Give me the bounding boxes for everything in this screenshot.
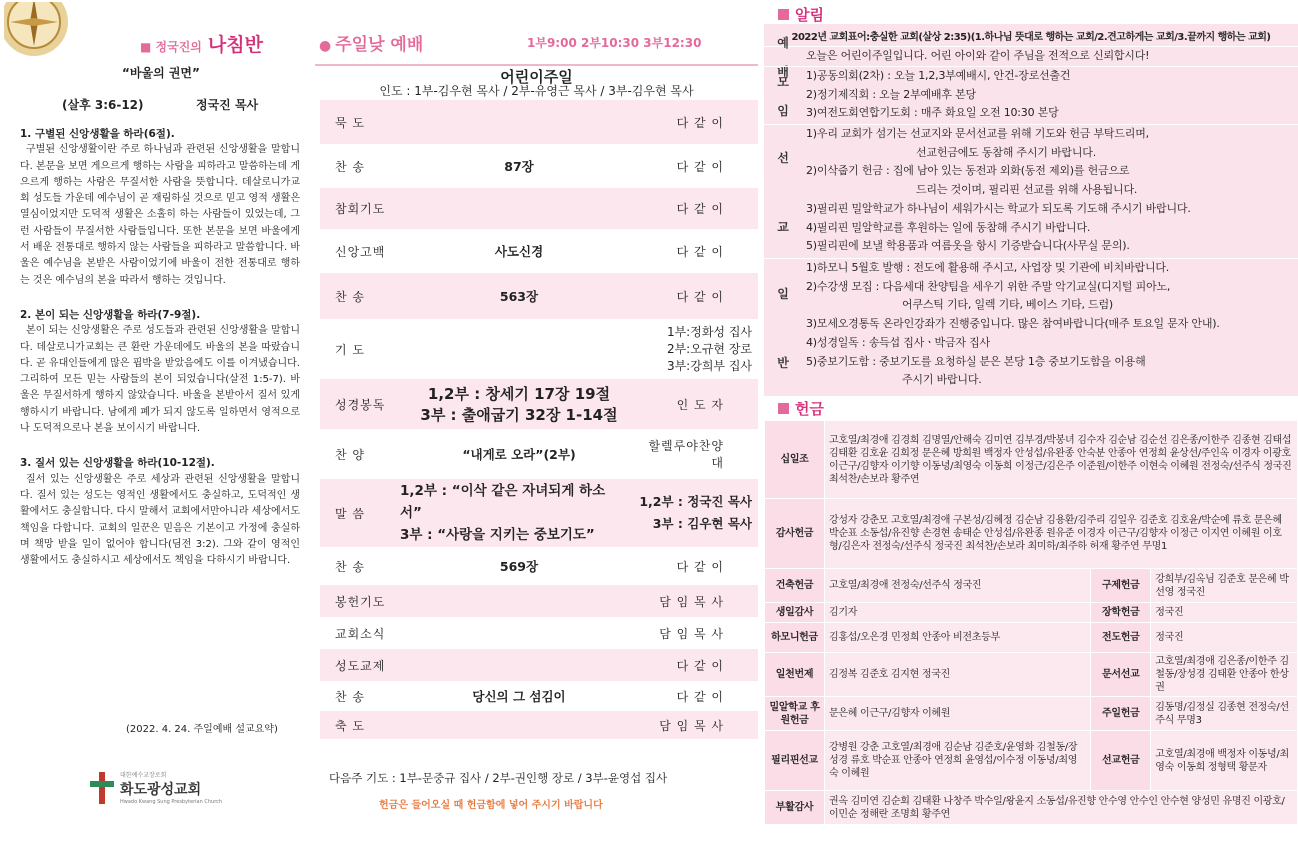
- order-label: 찬 양: [335, 447, 365, 462]
- offering-names: 강병원 강춘 고호열/최경애 김순남 김준호/윤영화 김철동/장성경 류호 박순표 안종아 연정희 윤영섭/이수정 이동녕/최영숙 이혜원: [825, 731, 1091, 791]
- offering-names: 강성자 강춘모 고호열/최경애 구본성/김혜정 김순남 김용환/김주리 김일우 김준호 김호윤/박순예 류호 문은혜 박순표 소동섭/유진향 손경현 송태순 안성섭/유완종 원유준 이경자 이근구/김향자 이정근 이지연 이혜원 이호형/김은자 전정숙/선주식 정국진 최석찬/손보라 최미하/최주하 허재 황주연 무명1: [825, 499, 1298, 569]
- notice-item: 4)필리핀 밀알학교를 후원하는 일에 동참해 주시기 바랍니다.: [806, 220, 1091, 234]
- service-leaders: 인도 : 1부-김우현 목사 / 2부-유영근 목사 / 3부-김우현 목사: [379, 84, 694, 98]
- notice-item: 4)성경일독 : 송득섭 집사ㆍ박금자 집사: [806, 335, 990, 349]
- group-char: 배: [777, 64, 789, 79]
- order-row: [320, 188, 758, 229]
- order-label: 묵 도: [335, 115, 365, 130]
- notice-group: [764, 66, 1298, 124]
- preacher: 3부 : 김우현 목사: [652, 516, 752, 531]
- order-content: 당신의 그 섬김이: [472, 689, 566, 704]
- order-row: [320, 100, 758, 144]
- group-label: [764, 67, 802, 124]
- order-label: 찬 송: [335, 559, 365, 574]
- order-content: 569장: [499, 559, 539, 574]
- order-label: 찬 송: [335, 689, 365, 704]
- group-char: 교: [777, 219, 789, 234]
- kids-sunday-title: 어린이주일: [500, 68, 573, 86]
- order-row: [320, 379, 758, 429]
- order-label: 봉헌기도: [335, 594, 386, 609]
- worship-order-column: [315, 0, 760, 854]
- notice-item: 5)필리핀에 보낼 학용품과 여름옷을 항시 기증받습니다(사무실 문의).: [806, 239, 1130, 253]
- order-label: 참회기도: [335, 202, 386, 216]
- group-label: [764, 125, 802, 258]
- order-performer: 다 같 이: [676, 658, 724, 673]
- order-row: [320, 547, 758, 585]
- order-performer: 인 도 자: [676, 397, 724, 412]
- offering-type: 밀알학교 후원헌금: [765, 697, 825, 731]
- notice-item: 오늘은 어린이주일입니다. 어린 아이와 같이 주님을 전적으로 신뢰합시다!: [806, 49, 1150, 62]
- notice-item: 2)정기제직회 : 오늘 2부예배후 본당: [806, 87, 976, 101]
- group-items: [806, 67, 1294, 123]
- section-heading: 1. 구별된 신앙생활을 하라(6절).: [20, 128, 175, 140]
- church-motto: 2022년 교회표어:충실한 교회(살상 2:35)(1.하나님 뜻대로 행하는 교회/2.견고하게는 교회/3.끝까지 행하는 교회): [791, 31, 1271, 43]
- column-header: ■ 정국진의 나침반: [140, 34, 263, 56]
- order-performer: 담 임 목 사: [659, 718, 724, 733]
- offering-type: 장학헌금: [1091, 603, 1151, 623]
- order-performer: 다 같 이: [676, 244, 724, 259]
- notice-item: 어쿠스틱 기타, 일렉 기타, 베이스 기타, 드럼): [902, 298, 1114, 312]
- order-content: 563장: [499, 289, 539, 304]
- offering-row: [765, 731, 1298, 791]
- order-performer: 다 같 이: [676, 689, 724, 704]
- order-performer: [618, 491, 758, 535]
- order-label: 말 씀: [335, 506, 365, 521]
- order-row: [320, 649, 758, 681]
- order-row: [320, 229, 758, 273]
- offering-names: 김정복 김준호 김지현 정국진: [825, 653, 1091, 697]
- group-char: 임: [777, 103, 789, 118]
- offering-names: 정국진: [1151, 623, 1298, 653]
- offering-type: 십일조: [765, 421, 825, 499]
- order-content: 사도신경: [494, 244, 544, 259]
- offering-names: 김홍섭/오은경 민정희 안종아 비전초등부: [825, 623, 1091, 653]
- cross-icon: [90, 772, 114, 804]
- notice-group: [764, 258, 1298, 396]
- order-performer: 다 같 이: [676, 159, 724, 174]
- offering-row: [765, 623, 1298, 653]
- sermon-line: 1,2부 : “이삭 같은 자녀되게 하소서”: [400, 483, 606, 521]
- order-row: [320, 711, 758, 739]
- church-logo: 대한예수교장로회 화도광성교회 Hwado Kwang Sung Presbyterian Church: [90, 770, 222, 805]
- notice-item: 1)공동의회(2차) : 오늘 1,2,3부예배시, 안건-장로선출건: [806, 69, 1071, 82]
- square-icon: [778, 9, 789, 20]
- group-items: [806, 125, 1294, 256]
- order-row: [320, 429, 758, 479]
- offering-type: 생일감사: [765, 603, 825, 623]
- offering-type: 부활감사: [765, 791, 825, 825]
- next-week-prayer: 다음주 기도 : 1부-문중규 집사 / 2부-권인행 장로 / 3부-윤영섭 집사: [329, 771, 668, 785]
- offering-table: [764, 420, 1298, 825]
- notice-item: 3)여전도회연합기도회 : 매주 화요일 오전 10:30 본당: [806, 106, 1059, 120]
- order-row: [320, 681, 758, 711]
- notice-item: 1)하모니 5월호 발행 : 전도에 활용해 주시고, 사업장 및 기관에 비치바랍니다.: [806, 261, 1170, 274]
- offering-names: 고호열/최경애 백정자 이동녕/최영숙 이동희 정형택 황문자: [1151, 731, 1298, 791]
- order-label: 기 도: [335, 342, 365, 357]
- notice-item: 5)중보기도함 : 중보기도를 요청하실 분은 본당 1층 중보기도함을 이용해: [806, 354, 1146, 368]
- offering-row: [765, 421, 1298, 499]
- order-label: 성경봉독: [335, 397, 386, 412]
- offering-type: 필리핀선교: [765, 731, 825, 791]
- order-label: 찬 송: [335, 289, 365, 304]
- group-char: 일: [777, 286, 789, 301]
- order-row: [320, 585, 758, 617]
- order-performer: 다 같 이: [676, 202, 724, 216]
- offering-row: [765, 697, 1298, 731]
- reading-line: 1,2부 : 창세기 17장 19절: [427, 385, 611, 403]
- square-icon: [778, 403, 789, 414]
- notice-item: 드리는 것이며, 필리핀 선교를 위해 사용됩니다.: [916, 183, 1138, 197]
- order-content: “내게로 오라”(2부): [462, 447, 576, 462]
- offering-type: 문서선교: [1091, 653, 1151, 697]
- offering-row: [765, 603, 1298, 623]
- announcements-column: [764, 0, 1298, 854]
- sermon-column: [0, 0, 305, 854]
- offering-names: 문은혜 이근구/김향자 이혜원: [825, 697, 1091, 731]
- notice-title: 알림: [778, 4, 824, 25]
- order-content: [390, 383, 648, 425]
- notice-item: 2)이삭줍기 헌금 : 집에 남아 있는 동전과 외화(동전 제외)를 헌금으로: [806, 164, 1130, 178]
- sermon-reference: (살후 3:6-12): [62, 98, 144, 112]
- sermon-date: (2022. 4. 24. 주일예배 설교요약): [126, 724, 278, 735]
- order-label: 성도교제: [335, 658, 386, 673]
- compass-icon: [4, 2, 74, 60]
- order-row: [320, 273, 758, 319]
- order-performer: [618, 324, 758, 375]
- notice-item: 3)모세오경통독 온라인강좌가 진행중입니다. 많은 참여바랍니다(매주 토요일 문자 안내).: [806, 317, 1220, 331]
- order-performer: 담 임 목 사: [659, 594, 724, 609]
- group-char: 반: [777, 355, 789, 370]
- group-label: [764, 35, 802, 79]
- offering-names: 권옥 김미연 김순회 김태환 나창주 박수일/왕윤지 소동섭/유진향 안수영 안수인 안수현 양성민 유명진 이광호/이민순 정해란 조명희 황주연: [825, 791, 1298, 825]
- offering-title: 헌금: [778, 398, 824, 419]
- order-row: [320, 144, 758, 188]
- notice-item: 선교헌금에도 동참해 주시기 바랍니다.: [916, 145, 1097, 159]
- offering-names: 고호열/최경애 김경희 김명열/안해숙 김미연 김부경/박봉녀 김수자 김순남 김순선 김은종/이한주 김종현 김태섭 김태환 김호윤 김희정 문은혜 방희원 백정자 안성섭/유완종 안숙분 안종아 연정희 윤상선/주인옥 이경자 이광호 이근구/김향자 이기향 이동녕/최영숙 이동희 이정근/김은주 이준원/이한주 이현숙 이혜원 전정숙/선주식 정국진 최석찬/손보라 황주연: [825, 421, 1298, 499]
- group-label: [764, 259, 802, 396]
- offering-names: 김동명/김정실 김종현 전정숙/선주식 무명3: [1151, 697, 1298, 731]
- offering-notice: 헌금은 들어오실 때 헌금함에 넣어 주시기 바랍니다: [379, 800, 603, 811]
- group-char: 선: [777, 150, 789, 165]
- offering-type: 건축헌금: [765, 569, 825, 603]
- order-performer: 담 임 목 사: [659, 626, 724, 641]
- notice-item: 1)우리 교회가 섬기는 선교지와 문서선교를 위해 기도와 헌금 부탁드리며,: [806, 127, 1149, 140]
- offering-row: [765, 791, 1298, 825]
- offering-names: 김기자: [825, 603, 1091, 623]
- sermon-author: 정국진 목사: [196, 98, 259, 112]
- notice-item: 주시기 바랍니다.: [902, 373, 982, 387]
- offering-type: 하모니헌금: [765, 623, 825, 653]
- notice-item: 2)수강생 모집 : 다음세대 찬양팀을 세우기 위한 주말 악기교실(디지털 피아노,: [806, 279, 1171, 293]
- offering-row: [765, 499, 1298, 569]
- group-char: 모: [777, 74, 789, 89]
- reading-line: 3부 : 출애굽기 32장 1-14절: [420, 406, 618, 424]
- prayer-leader: 2부:오규현 장로: [666, 341, 752, 356]
- order-label: 찬 송: [335, 159, 365, 174]
- sermon-line: 3부 : “사랑을 지키는 중보기도”: [400, 527, 595, 543]
- offering-names: 고호열/최경애 김은종/이한주 김철동/장성경 김태환 안종아 한상권: [1151, 653, 1298, 697]
- order-content: [390, 480, 618, 546]
- order-content: 87장: [504, 159, 534, 174]
- order-performer: 다 같 이: [676, 289, 724, 304]
- section-heading: 2. 본이 되는 신앙생활을 하라(7-9절).: [20, 308, 201, 321]
- service-times: 1부9:00 2부10:30 3부12:30: [527, 36, 702, 50]
- section-heading: 3. 질서 있는 신앙생활을 하라(10-12절).: [20, 457, 215, 470]
- order-performer: 할렐루야찬양대: [648, 439, 724, 470]
- group-items: [806, 259, 1294, 390]
- section-body: 구별된 신앙생활이란 주로 하나님과 관련된 신앙생활을 말합니다. 본문을 보면 게으르게 행하는 사람을 피하라고 말씀하는데 게으르게 행하는 사람은 무질서한 사람을 뜻합니다. 데살로니가교회 성도들 가운데 예수님이 곧 재림하실 것으로 믿고 영적 생활은 열심이었지만 도덕적 생활은 소홀히 하는 사람들이 있었는데, 그런 사람들이 무질서한 사람들입니다. 또한 본문을 보면 바울에게서 배운 전통대로 행하지 않는 사람들을 피하라고 말씀합니다. 바울은 예수님을 본받은 사람이었기에 바울이 전한 전통대로 행하는 것은 예수님의 본을 따라서 행하는 것입니다.: [20, 144, 300, 286]
- notice-group: [764, 124, 1298, 258]
- offering-names: 정국진: [1151, 603, 1298, 623]
- prayer-leader: 3부:강희부 집사: [666, 358, 752, 373]
- order-label: 축 도: [335, 718, 365, 733]
- sermon-body: [20, 126, 300, 587]
- group-char: 예: [777, 35, 789, 50]
- offering-row: [765, 653, 1298, 697]
- offering-type: 구제헌금: [1091, 569, 1151, 603]
- offering-type: 전도헌금: [1091, 623, 1151, 653]
- prayer-leader: 1부:정화성 집사: [666, 324, 752, 339]
- order-label: 교회소식: [335, 626, 386, 641]
- offering-type: 감사헌금: [765, 499, 825, 569]
- order-row: [320, 319, 758, 379]
- section-body: 질서 있는 신앙생활은 주로 세상과 관련된 신앙생활을 말합니다. 질서 있는 성도는 영적인 생활에서도 충실하고, 도덕적인 생활에서도 충실합니다. 다시 말해서 교회에서만아니라 세상에서도 책임을 다합니다. 교회의 일꾼은 믿음은 기본이고 가정에 충실하며 책망 받을 일이 없어야 합니다(딤전 3:2). 그와 같이 영적인 생활에서도 충실하시고 세상에서도 책임을 다하시기 바랍니다.: [20, 473, 300, 567]
- order-performer: 다 같 이: [676, 559, 724, 574]
- order-label: 신앙고백: [335, 244, 386, 259]
- worship-header: ● 주일낮 예배: [319, 35, 424, 55]
- offering-row: [765, 569, 1298, 603]
- section-body: 본이 되는 신앙생활은 주로 성도들과 관련된 신앙생활을 말합니다. 데살로니가교회는 큰 환란 가운데에도 바울의 본을 따랐습니다. 곧 유대인들에게 많은 핍박을 받았음에도 이를 이겨냈습니다. 그리하여 모든 믿는 사람들의 본이 되었습니다(살전 1:5-7). 바울은 무질서하게 행하지 않았습니다. 바울을 본받아서 질서 있게 행하시기 바랍니다. 남에게 폐가 되지 않도록 일하면서 영적으로나 도덕적으로나 본을 보이시기 바랍니다.: [20, 325, 300, 435]
- offering-names: 고호열/최경애 전정숙/선주식 정국진: [825, 569, 1091, 603]
- order-list: [320, 100, 758, 739]
- order-performer: 다 같 이: [676, 115, 724, 130]
- group-items: [806, 47, 1294, 66]
- notice-item: 3)필리핀 밀알학교가 하나님이 세워가시는 학교가 되도록 기도해 주시기 바랍니다.: [806, 201, 1191, 215]
- preacher: 1,2부 : 정국진 목사: [639, 494, 752, 509]
- order-row: [320, 479, 758, 547]
- offering-type: 주일헌금: [1091, 697, 1151, 731]
- sermon-title: “바울의 권면”: [122, 66, 200, 80]
- offering-names: 강희부/김옥님 김준호 문은혜 박선영 정국진: [1151, 569, 1298, 603]
- order-row: [320, 617, 758, 649]
- offering-type: 선교헌금: [1091, 731, 1151, 791]
- offering-type: 일천번제: [765, 653, 825, 697]
